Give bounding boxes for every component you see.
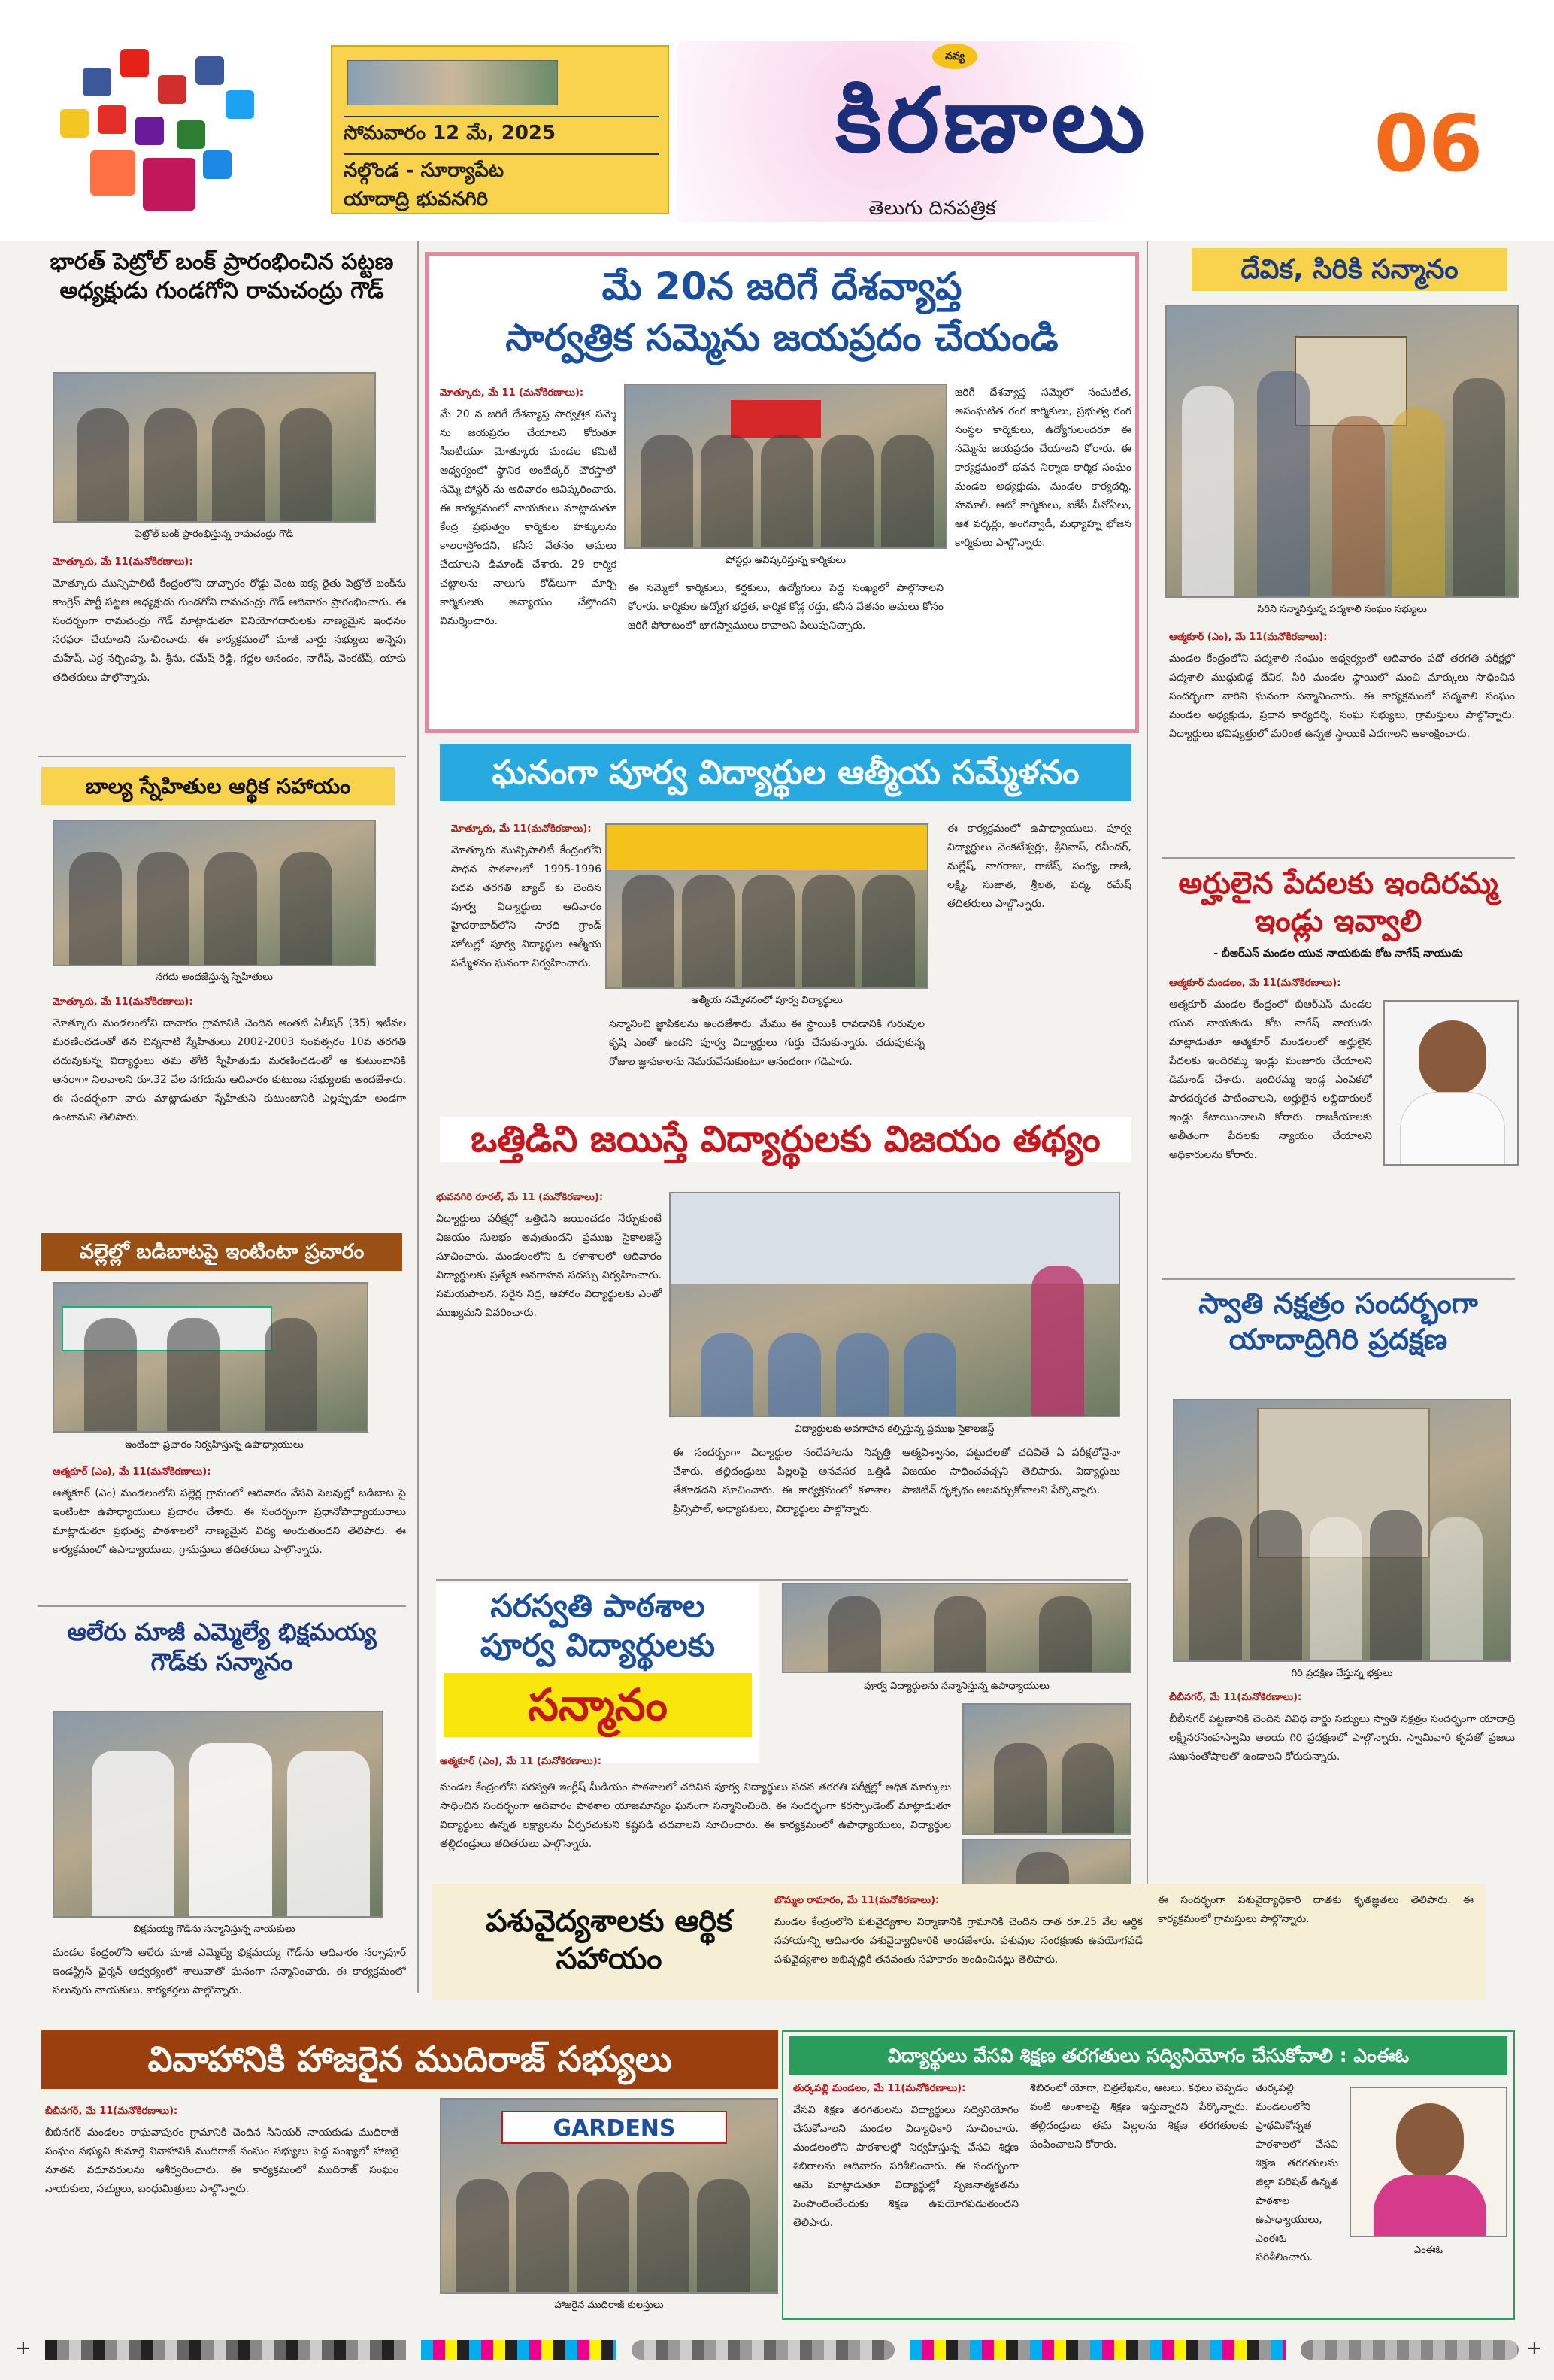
- alumni-photo: [605, 823, 928, 989]
- paper-tagline: తెలుగు దినపత్రిక: [868, 197, 996, 220]
- registration-mark: +: [15, 2337, 32, 2360]
- district-line-1: నల్గొండ - సూర్యాపేట: [344, 159, 504, 182]
- strike-headline-1: మే 20న జరిగే దేశవ్యాప్త: [601, 265, 962, 308]
- livestock-text-left: మండల కేంద్రంలోని పశువైద్యశాల నిర్మాణానికి గ్రామానికి చెందిన దాత రూ.25 వేల ఆర్థిక సహాయాన్ని ఆదివారం పశువైద్యాధికారికి అందజేశారు. పశువుల సంరక్షణకు ఉపయోగపడే పశువైద్యశాల అభివృద్ధికి తనవంతు సహకారం అందించినట్లు తెలిపారు.: [774, 1916, 1143, 1966]
- social-icon: [98, 105, 126, 134]
- strike-headline-2: సార్వత్రిక సమ్మెను జయప్రదం చేయండి: [505, 316, 1059, 359]
- saraswati-caption: పూర్వ విద్యార్థులను సన్మానిస్తున్న ఉపాధ్యాయులు: [864, 1681, 1050, 1692]
- section-divider: [1162, 1278, 1515, 1280]
- paper-name-logo: కిరణాలు: [835, 68, 1150, 172]
- page-number: 06: [1374, 98, 1483, 189]
- livestock-body-right: ఈ సందర్భంగా పశువైద్యాధికారి దాతకు కృతజ్ఞతలు తెలిపారు. ఈ కార్యక్రమంలో గ్రామస్తులు పాల్గొన్నారు.: [1158, 1894, 1474, 1925]
- social-media-cubes-graphic: [45, 45, 301, 233]
- devika-body: [1169, 628, 1515, 853]
- childhood-caption: నగదు అందజేస్తున్న స్నేహితులు: [156, 972, 273, 983]
- swati-text: బీబీనగర్ పట్టణానికి చెందిన వివిధ వార్డు సభ్యులు స్వాతి నక్షత్రం సందర్భంగా యాదాద్రి లక్ష్మీనరసింహస్వామి ఆలయ గిరి ప్రదక్షణలో పాల్గొన్నారు. స్వామివారి కృపతో ప్రజలు సుఖసంతోషాలతో ఉండాలని కోరుకున్నారు.: [1169, 1713, 1515, 1763]
- social-icon: [195, 56, 224, 85]
- section-divider: [436, 1579, 1128, 1581]
- water-text: ఆత్మకూర్ (ఎం) మండలంలోని పల్లెర్ల గ్రామంలో ఆదివారం వేసవి సెలవుల్లో బడిబాట పై ఇంటింటా ఉపాధ్యాయులు ప్రచారం చేశారు. ఈ సందర్భంగా ప్రధానోపాధ్యాయురాలు మాట్లాడుతూ ప్రభుత్వ పాఠశాలలో నాణ్యమైన విద్య అందుతుందని తెలిపారు. ఈ కార్యక్రమంలో ఉపాధ్యాయులు, గ్రామస్తులు తదితరులు పాల్గొన్నారు.: [53, 1487, 406, 1556]
- petrol-headline: భారత్ పెట్రోల్ బంక్ ప్రారంభించిన పట్టణ అధ్యక్షుడు గుండగోని రామచంద్రు గౌడ్: [50, 249, 394, 304]
- color-bar: [421, 2340, 616, 2360]
- exams-photo: [669, 1192, 1120, 1417]
- alumni-text-left: మోత్కూరు మున్సిపాలిటీ కేంద్రంలోని సాధన పాఠశాలలో 1995-1996 పదవ తరగతి బ్యాచ్ కు చెందిన పూర్వ విద్యార్థులు ఆదివారం హైదరాబాద్‌లోని సారథి గ్రాండ్ హోటల్లో పూర్వ విద్యార్థుల ఆత్మీయ సమ్మేళనం ఘనంగా నిర్వహించారు.: [451, 844, 601, 969]
- summer-body-mid: శిబిరంలో యోగా, చిత్రలేఖనం, ఆటలు, కథలు చెప్పడం వంటి అంశాలపై శిక్షణ ఇస్తున్నారని పేర్కొన్నారు. తల్లిదండ్రులు తమ పిల్లలను శిక్షణ తరగతులకు పంపించాలని కోరారు.: [1030, 2082, 1248, 2151]
- alumni-caption: ఆత్మీయ సమ్మేళనంలో పూర్వ విద్యార్థులు: [691, 995, 843, 1006]
- alumni-body-right: ఈ కార్యక్రమంలో ఉపాధ్యాయులు, పూర్వ విద్యార్థులు వెంకటేశ్వర్లు, శ్రీనివాస్, రవీందర్, మల్లేష్, నాగరాజు, రాజేష్, సంధ్య, రాణి, లక్ష్మి, సుజాత, శ్రీలత, పద్మ, రమేష్ తదితరులు పాల్గొన్నారు.: [947, 823, 1131, 910]
- mudiraj-photo: [440, 2098, 778, 2294]
- water-dateline: ఆత్మకూర్ (ఎం), మే 11(మనోకిరణాలు):: [53, 1466, 211, 1478]
- exams-body-right: ఆత్మవిశ్వాసం, పట్టుదలతో చదివితే ఏ పరీక్షలోనైనా విజయం సాధించవచ్చని తెలిపారు. విద్యార్థులు పాజిటివ్ దృక్పథం అలవర్చుకోవాలని పేర్కొన్నారు.: [902, 1447, 1120, 1496]
- exams-text-left: విద్యార్థులు పరీక్షల్లో ఒత్తిడిని జయించడం నేర్చుకుంటే విజయం సులభం అవుతుందని ప్రముఖ సైకాలజిస్ట్ సూచించారు. మండలంలోని ఓ కళాశాలలో ఆదివారం విద్యార్థులకు ప్రత్యేక అవగాహన సదస్సు నిర్వహించారు. సమయపాలన, సరైన నిద్ర, ఆహారం విద్యార్థులకు ఎంతో ముఖ్యమని వివరించారు.: [436, 1213, 662, 1319]
- strike-photo: [624, 384, 947, 549]
- livestock-headline: పశువైద్యశాలకు ఆర్థిక సహాయం: [486, 1904, 732, 1976]
- childhood-photo: [53, 820, 376, 966]
- saraswati-headline-1: సరస్వతి పాఠశాల: [490, 1587, 705, 1624]
- indiramma-body: [1169, 974, 1372, 1275]
- mudiraj-text: బీబీనగర్ మండలం రాఘవాపురం గ్రామానికి చెందిన సీనియర్ నాయకుడు ముదిరాజ్ సంఘం సభ్యుని కుమార్తె వివాహానికి ముదిరాజ్ సంఘం సభ్యులు పెద్ద సంఖ్యలో హాజరై నూతన వధూవరులను ఆశీర్వదించారు. ఈ కార్యక్రమంలో ముదిరాజ్ సంఘం నాయకులు, సభ్యులు, బంధుమిత్రులు పాల్గొన్నారు.: [45, 2127, 398, 2195]
- color-bar: [45, 2340, 406, 2360]
- indiramma-subhead: - బీఆర్ఎస్ మండల యువ నాయకుడు కోట నాగేష్ నాయుడు: [1213, 947, 1463, 960]
- swati-photo: [1173, 1399, 1511, 1662]
- alumni-headline: ఘనంగా పూర్వ విద్యార్థుల ఆత్మీయ సమ్మేళనం: [440, 744, 1131, 801]
- water-body: [53, 1463, 406, 1602]
- exams-headline: ఒత్తిడిని జయిస్తే విద్యార్థులకు విజయం తథ్యం: [440, 1117, 1131, 1162]
- exams-caption: విద్యార్థులకు అవగాహన కల్పిస్తున్న ప్రముఖ సైకాలజిస్ట్: [795, 1423, 995, 1435]
- social-icon: [90, 150, 135, 196]
- swati-caption: గిరి ప్రదక్షిణ చేస్తున్న భక్తులు: [1291, 1668, 1393, 1679]
- petrol-dateline: మోత్కూరు, మే 11(మనోకిరణాలు):: [53, 556, 193, 568]
- social-icon: [120, 49, 149, 77]
- devika-photo: [1165, 305, 1519, 598]
- mudiraj-body: [45, 2102, 398, 2312]
- social-icon: [177, 120, 205, 149]
- childhood-dateline: మోత్కూరు, మే 11(మనోకిరణాలు):: [53, 996, 193, 1008]
- saraswati-dateline: ఆత్మకూర్ (ఎం), మే 11 (మనోకిరణాలు):: [440, 1756, 601, 1767]
- column-rule: [1147, 241, 1148, 1993]
- petrol-text: మోత్కూరు మున్సిపాలిటీ కేంద్రంలోని దాచ్చారం రోడ్డు వెంట ఐక్య రైతు పెట్రోల్ బంక్‌ను కాంగ్రెస్ పార్టీ పట్టణ అధ్యక్షుడు గుండగోని రామచంద్రు గౌడ్ ఆదివారం ప్రారంభించారు. ఈ సందర్భంగా రామచంద్రు గౌడ్ మాట్లాడుతూ వినియోగదారులకు నాణ్యమైన ఇంధనం సరఫరా చేయాలని సూచించారు. ఈ కార్యక్రమంలో మాజీ వార్డు సభ్యులు అన్నెపు మహేష్, ఎర్ర నర్సింహ్మ, పి. శ్రీను, రమేష్ రెడ్డి, గద్దల ఆనందం, నాగేష్, వెంకటేష్, యాకు తదితరులు పాల్గొన్నారు.: [53, 578, 406, 684]
- summer-portrait: [1350, 2087, 1507, 2237]
- color-bar: [910, 2340, 1286, 2360]
- summer-text-left: వేసవి శిక్షణ తరగతులను విద్యార్థులు సద్వినియోగం చేసుకోవాలని మండల విద్యాధికారి సూచించారు. మండలంలోని పాఠశాలల్లో నిర్వహిస్తున్న వేసవి శిక్షణ శిబిరాలను ఆదివారం పరిశీలించారు. ఈ సందర్భంగా ఆమె మాట్లాడుతూ విద్యార్థుల్లో సృజనాత్మకతను పెంపొందించేందుకు శిక్షణ ఉపయోగపడుతుందని తెలిపారు.: [793, 2104, 1019, 2229]
- alumni-dateline: మోత్కూరు, మే 11(మనోకిరణాలు):: [451, 823, 592, 835]
- indiramma-portrait: [1383, 1000, 1519, 1166]
- strike-body-mid: ఈ సమ్మెలో కార్మికులు, కర్షకులు, ఉద్యోగులు పెద్ద సంఖ్యలో పాల్గొనాలని కోరారు. కార్మికుల ఉద్యోగ భద్రత, కార్మిక కోడ్ల రద్దు, కనీస వేతనం అమలు కోసం జరిగే పోరాటంలో భాగస్వాములు కావాలని పిలుపునిచ్చారు.: [628, 582, 944, 632]
- exams-dateline: భువనగిరి రూరల్, మే 11 (మనోకిరణాలు):: [436, 1192, 604, 1203]
- social-icon: [60, 109, 89, 138]
- social-icon: [143, 158, 195, 211]
- summer-body-left: [793, 2079, 1019, 2312]
- devika-caption: సిరిని సన్మానిస్తున్న పద్మశాలి సంఘం సభ్యులు: [1257, 604, 1427, 615]
- section-divider: [38, 1605, 406, 1607]
- petrol-body: [53, 553, 406, 752]
- strike-text-left: మే 20 న జరిగే దేశవ్యాప్త సార్వత్రిక సమ్మె ను జయప్రదం చేయాలని కోరుతూ సీఐటీయూ మోత్కూరు మండల కమిటీ ఆధ్వర్యంలో స్థానిక అంబేద్కర్ చౌరస్తాలో సమ్మె పోస్టర్ ను ఆదివారం ఆవిష్కరించారు. ఈ కార్యక్రమంలో నాయకులు మాట్లాడుతూ కేంద్ర ప్రభుత్వం కార్మికుల హక్కులను కాలరాస్తోందని, కనీస వేతనం అమలు చేయాలని డిమాండ్ చేశారు. 29 కార్మిక చట్టాలను నాలుగు కోడ్‌లుగా మార్చి కార్మికులకు అన్యాయం చేస్తోందని విమర్శించారు.: [440, 408, 616, 627]
- date-box: [331, 45, 669, 214]
- summer-dateline: తుర్కపల్లి మండలం, మే 11(మనోకిరణాలు):: [793, 2083, 966, 2094]
- registration-mark: +: [1526, 2337, 1543, 2360]
- mudiraj-caption: హాజరైన ముదిరాజ్ కులస్తులు: [554, 2300, 664, 2311]
- social-icon: [226, 90, 254, 119]
- childhood-headline: బాల్య స్నేహితుల ఆర్థిక సహాయం: [41, 767, 395, 805]
- saraswati-body: మండల కేంద్రంలోని సరస్వతి ఇంగ్లీష్ మీడియం పాఠశాలలో చదివిన పూర్వ విద్యార్థులు పదవ తరగతి పరీక్షల్లో అధిక మార్కులు సాధించిన సందర్భంగా ఆదివారం పాఠశాల యాజమాన్యం ఘనంగా సన్మానించింది. ఈ సందర్భంగా కరస్పాండెంట్ మాట్లాడుతూ విద్యార్థులు ఉన్నత లక్ష్యాలను ఏర్పరచుకుని కష్టపడి చదవాలని సూచించారు. ఈ కార్యక్రమంలో ఉపాధ్యాయులు, విద్యార్థుల తల్లిదండ్రులు తదితరులు పాల్గొన్నారు.: [440, 1781, 951, 1850]
- water-photo: [53, 1282, 368, 1433]
- water-headline: వల్లెల్లో బడిబాటపై ఇంటింటా ప్రచారం: [41, 1233, 402, 1271]
- social-icon: [83, 68, 111, 96]
- livestock-dateline: బొమ్మల రామారం, మే 11(మనోకిరణాలు):: [774, 1895, 940, 1906]
- childhood-body: [53, 993, 406, 1218]
- petrol-caption: పెట్రోల్ బంక్ ప్రారంభిస్తున్న రామచంద్రు గౌడ్: [135, 529, 294, 540]
- saraswati-headline-2: పూర్వ విద్యార్థులకు: [480, 1627, 716, 1663]
- mla-headline: ఆలేరు మాజీ ఎమ్మెల్యే భిక్షమయ్య గౌడ్‌కు సన్మానం: [67, 1617, 377, 1676]
- section-divider: [1162, 857, 1515, 859]
- devika-text: మండల కేంద్రంలోని పద్మశాలి సంఘం ఆధ్వర్యంలో ఆదివారం పదో తరగతి పరీక్షల్లో పద్మశాలి ముద్దుబిడ్డ దేవిక, సిరి మండల స్థాయిలో మంచి మార్కులు సాధించిన సందర్భంగా వారిని ఘనంగా సన్మానించారు. ఈ కార్యక్రమంలో పద్మశాలి సంఘం మండల అధ్యక్షుడు, ప్రధాన కార్యదర్శి, సంఘ సభ్యులు, గ్రామస్తులు పాల్గొన్నారు. విద్యార్థులు భవిష్యత్తులో మరింత ఉన్నత స్థాయికి ఎదగాలని ఆకాంక్షించారు.: [1169, 653, 1515, 740]
- alumni-body-left: [451, 820, 601, 1105]
- social-icon: [203, 150, 232, 179]
- column-rule: [417, 241, 419, 1993]
- strike-caption: పోస్టర్లు ఆవిష్కరిస్తున్న కార్మికులు: [726, 555, 846, 566]
- alumni-body-mid: సన్మానించి జ్ఞాపికలను అందజేశారు. మేము ఈ స్థాయికి రావడానికి గురువుల కృషి ఎంతో ఉందని పూర్వ విద్యార్థులు గుర్తు చేసుకున్నారు. చదువుకున్న రోజుల జ్ఞాపకాలను నెమరువేసుకుంటూ ఆనందంగా గడిపారు.: [609, 1018, 925, 1068]
- social-icon: [158, 75, 186, 104]
- strike-body-left: [440, 384, 616, 722]
- indiramma-dateline: ఆత్మకూర్ మండలం, మే 11(మనోకిరణాలు):: [1169, 978, 1341, 989]
- exams-body-mid: ఈ సందర్భంగా విద్యార్థుల సందేహాలను నివృత్తి చేశారు. తల్లిదండ్రులు పిల్లలపై అనవసర ఒత్తిడి తేకూడదని సూచించారు. ఈ కార్యక్రమంలో కళాశాల ప్రిన్సిపాల్, అధ్యాపకులు, విద్యార్థులు పాల్గొన్నారు.: [673, 1447, 891, 1515]
- livestock-body-left: [774, 1891, 1143, 1996]
- color-bar: [632, 2340, 895, 2360]
- water-caption: ఇంటింటా ప్రచారం నిర్వహిస్తున్న ఉపాధ్యాయులు: [125, 1439, 304, 1451]
- petrol-photo: [53, 372, 376, 523]
- social-icon: [135, 117, 164, 145]
- section-divider: [38, 756, 406, 757]
- strike-dateline: మోత్కూరు, మే 11 (మనోకిరణాలు):: [440, 387, 584, 399]
- swati-dateline: బీబీనగర్, మే 11(మనోకిరణాలు):: [1169, 1692, 1302, 1703]
- date-line: సోమవారం 12 మే, 2025: [344, 116, 659, 155]
- saraswati-photo-1: [782, 1583, 1131, 1673]
- summer-body-right: తుర్కపల్లి మండలంలోని ప్రాథమికోన్నత పాఠశాలలో వేసవి శిక్షణ తరగతులను జిల్లా పరిషత్ ఉన్నత పాఠశాల ఉపాధ్యాయులు, ఎంఈఓ పరిశీలించారు.: [1256, 2082, 1338, 2263]
- swati-body: [1169, 1688, 1515, 1839]
- mudiraj-photo-sign: GARDENS: [501, 2111, 727, 2144]
- mudiraj-dateline: బీబీనగర్, మే 11(మనోకిరణాలు):: [45, 2106, 178, 2117]
- strike-body-right: జరిగే దేశవ్యాప్త సమ్మెలో సంఘటిత, అసంఘటిత రంగ కార్మికులు, ప్రభుత్వ రంగ సంస్థల కార్మికులు, ఉద్యోగులందరూ ఈ సమ్మెను జయప్రదం చేయాలని కోరారు. ఈ కార్యక్రమంలో భవన నిర్మాణ కార్మిక సంఘం మండల అధ్యక్షుడు, మండల కార్యదర్శి, హమాలీ, ఆటో కార్మికులు, ఐకేపీ వీవోఏలు, ఆశ వర్కర్లు, అంగన్వాడీ, మధ్యాహ్న భోజన కార్మికులు పాల్గొన్నారు.: [955, 387, 1131, 549]
- indiramma-headline: అర్హులైన పేదలకు ఇందిరమ్మ ఇండ్లు ఇవ్వాలి: [1178, 866, 1498, 938]
- indiramma-text: ఆత్మకూర్ మండల కేంద్రంలో బీఆర్ఎస్ మండల యువ నాయకుడు కోట నాగేష్ నాయుడు మాట్లాడుతూ ఆత్మకూర్ మండలంలో అర్హులైన పేదలకు ఇందిరమ్మ ఇండ్లు మంజూరు చేయాలని డిమాండ్ చేశారు. ఇందిరమ్మ ఇండ్ల ఎంపికలో పారదర్శకత పాటించాలని, అర్హులైన లబ్ధిదారులకే ఇండ్లు కేటాయించాలని కోరారు. రాజకీయాలకు అతీతంగా పేదలకు న్యాయం చేయాలని అధికారులను కోరారు.: [1169, 999, 1372, 1161]
- saraswati-photo-2: [962, 1703, 1131, 1835]
- landmark-photo: [347, 60, 558, 105]
- exams-body-left: [436, 1188, 662, 1564]
- masthead: [0, 0, 1554, 241]
- swati-headline: స్వాతి నక్షత్రం సందర్భంగా యాదాద్రిగిరి ప్రదక్షణ: [1198, 1287, 1478, 1356]
- devika-headline: దేవిక, సిరికి సన్మానం: [1192, 248, 1507, 291]
- childhood-text: మోత్కూరు మండలంలోని దాచారం గ్రామానికి చెందిన అంతటి ఏలీషర్ (35) ఇటీవల మరణించడంతో తన చిన్ననాటి స్నేహితులు 2002-2003 సంవత్సరం 10వ తరగతి చదువుకున్న విద్యార్థులు తమ తోటి స్నేహితుడు మరణించడంతో ఆ కుటుంబానికి ఆసరాగా నిలవాలని రూ.32 వేల నగదును ఆదివారం కుటుంబ సభ్యులకు అందజేశారు. ఈ సందర్భంగా వారు మాట్లాడుతూ స్నేహితుని కుటుంబానికి ఎల్లప్పుడూ అండగా ఉంటామని తెలిపారు.: [53, 1017, 406, 1123]
- summer-caption: ఎంఈఓ: [1413, 2245, 1443, 2256]
- mla-caption: బిక్షమయ్య గౌడ్‌ను సన్మానిస్తున్న నాయకులు: [133, 1924, 295, 1935]
- mla-photo: [53, 1711, 383, 1918]
- saraswati-headline-3: సన్మానం: [444, 1673, 752, 1737]
- mla-body: మండల కేంద్రంలోని ఆలేరు మాజీ ఎమ్మెల్యే భిక్షమయ్య గౌడ్‌ను ఆదివారం నర్సాపూర్ ఇండస్ట్రీస్ ఛైర్మన్ ఆధ్వర్యంలో శాలువాతో ఘనంగా సన్మానించారు. ఈ కార్యక్రమంలో పలువురు నాయకులు, కార్యకర్తలు పాల్గొన్నారు.: [53, 1947, 406, 1996]
- mudiraj-headline: వివాహానికి హాజరైన ముదిరాజ్ సభ్యులు: [41, 2030, 778, 2089]
- summer-headline: విద్యార్థులు వేసవి శిక్షణ తరగతులు సద్వినియోగం చేసుకోవాలి : ఎంఈఓ: [789, 2036, 1507, 2075]
- devika-dateline: ఆత్మకూర్ (ఎం), మే 11(మనోకిరణాలు):: [1169, 632, 1328, 643]
- saraswati-dateline-wrap: [440, 1752, 771, 1782]
- color-bar: [1301, 2340, 1519, 2360]
- paper-badge: నవ్య: [932, 44, 977, 69]
- district-line-2: యాదాద్రి భువనగిరి: [344, 188, 489, 211]
